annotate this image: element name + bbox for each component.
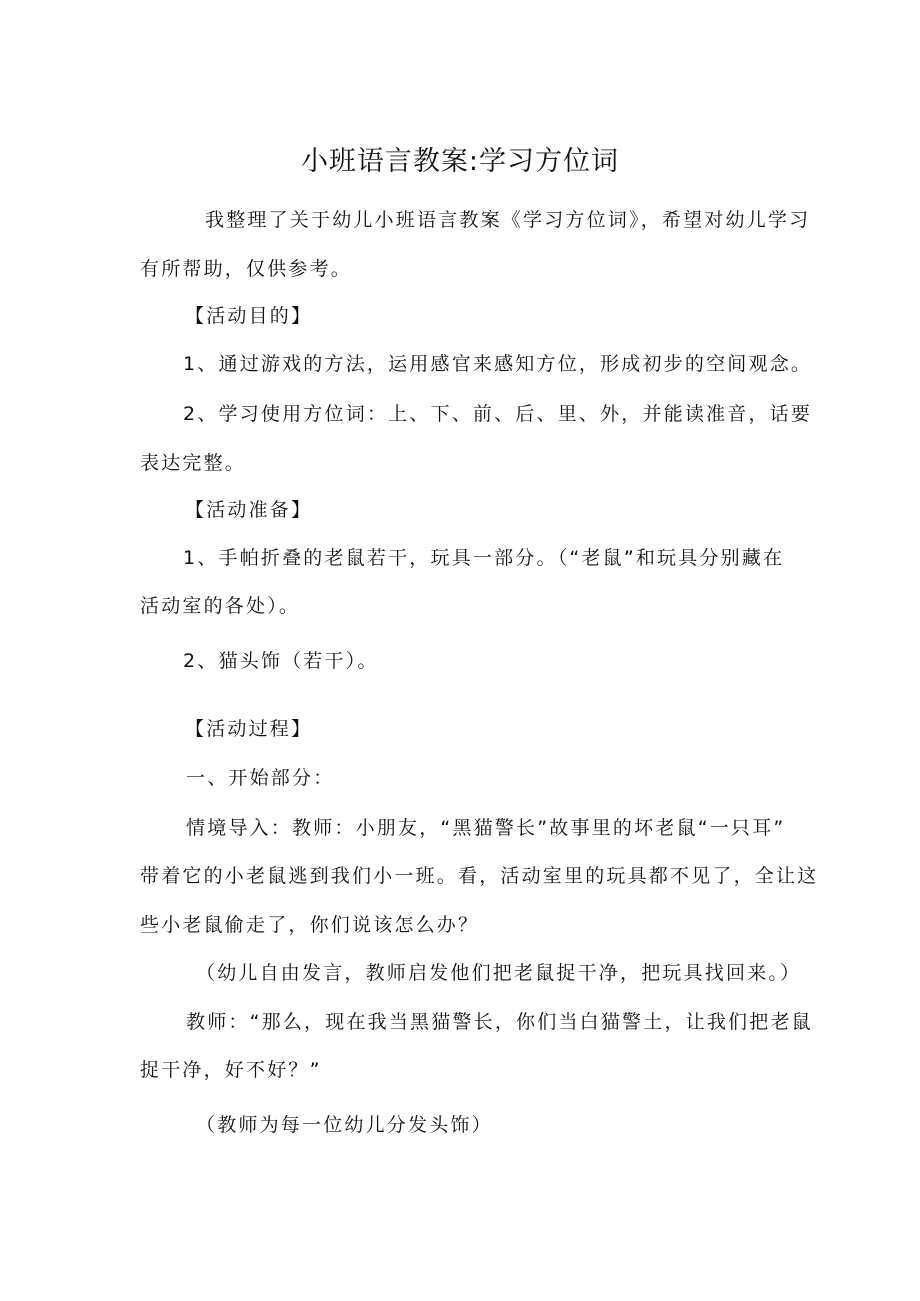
intro-line-2: 有所帮助，仅供参考。 [140, 258, 353, 280]
process-heading: 【活动过程】 [185, 718, 313, 740]
goals-item-1: 1、通过游戏的方法，运用感官来感知方位，形成初步的空间观念。 [183, 353, 813, 375]
process-para-3-line-2: 捉干净，好不好？” [140, 1059, 322, 1081]
prep-item-1-line-2: 活动室的各处）。 [140, 595, 301, 617]
process-para-1-line-2: 带着它的小老鼠逃到我们小一班。看，活动室里的玩具都不见了，全让这 [140, 865, 819, 887]
page-title: 小班语言教案:学习方位词 [300, 146, 620, 177]
goals-heading: 【活动目的】 [185, 305, 313, 327]
goals-item-2-line-1: 2、学习使用方位词：上、下、前、后、里、外，并能读准音，话要 [183, 403, 813, 425]
process-para-2: （幼儿自由发言，教师启发他们把老鼠捉干净，把玩具找回来。） [196, 962, 802, 984]
prep-item-1-line-1: 1、手帕折叠的老鼠若干，玩具一部分。（“老鼠”和玩具分别藏在 [183, 547, 785, 569]
process-para-1-line-3: 些小老鼠偷走了，你们说该怎么办？ [140, 914, 480, 936]
prep-heading: 【活动准备】 [185, 499, 313, 521]
prep-item-2: 2、猫头饰（若干）。 [183, 650, 379, 672]
intro-line-1: 我整理了关于幼儿小班语言教案《学习方位词》，希望对幼儿学习 [205, 209, 811, 231]
process-para-4: （教师为每一位幼儿分发头饰） [196, 1114, 493, 1136]
process-para-1-line-1: 情境导入：教师：小朋友，“黑猫警长”故事里的坏老鼠“一只耳” [186, 817, 786, 839]
process-para-3-line-1: 教师：“那么，现在我当黑猫警长，你们当白猫警土，让我们把老鼠 [186, 1011, 813, 1033]
goals-item-2-line-2: 表达完整。 [140, 452, 247, 474]
process-part-1: 一、开始部分： [186, 767, 335, 789]
